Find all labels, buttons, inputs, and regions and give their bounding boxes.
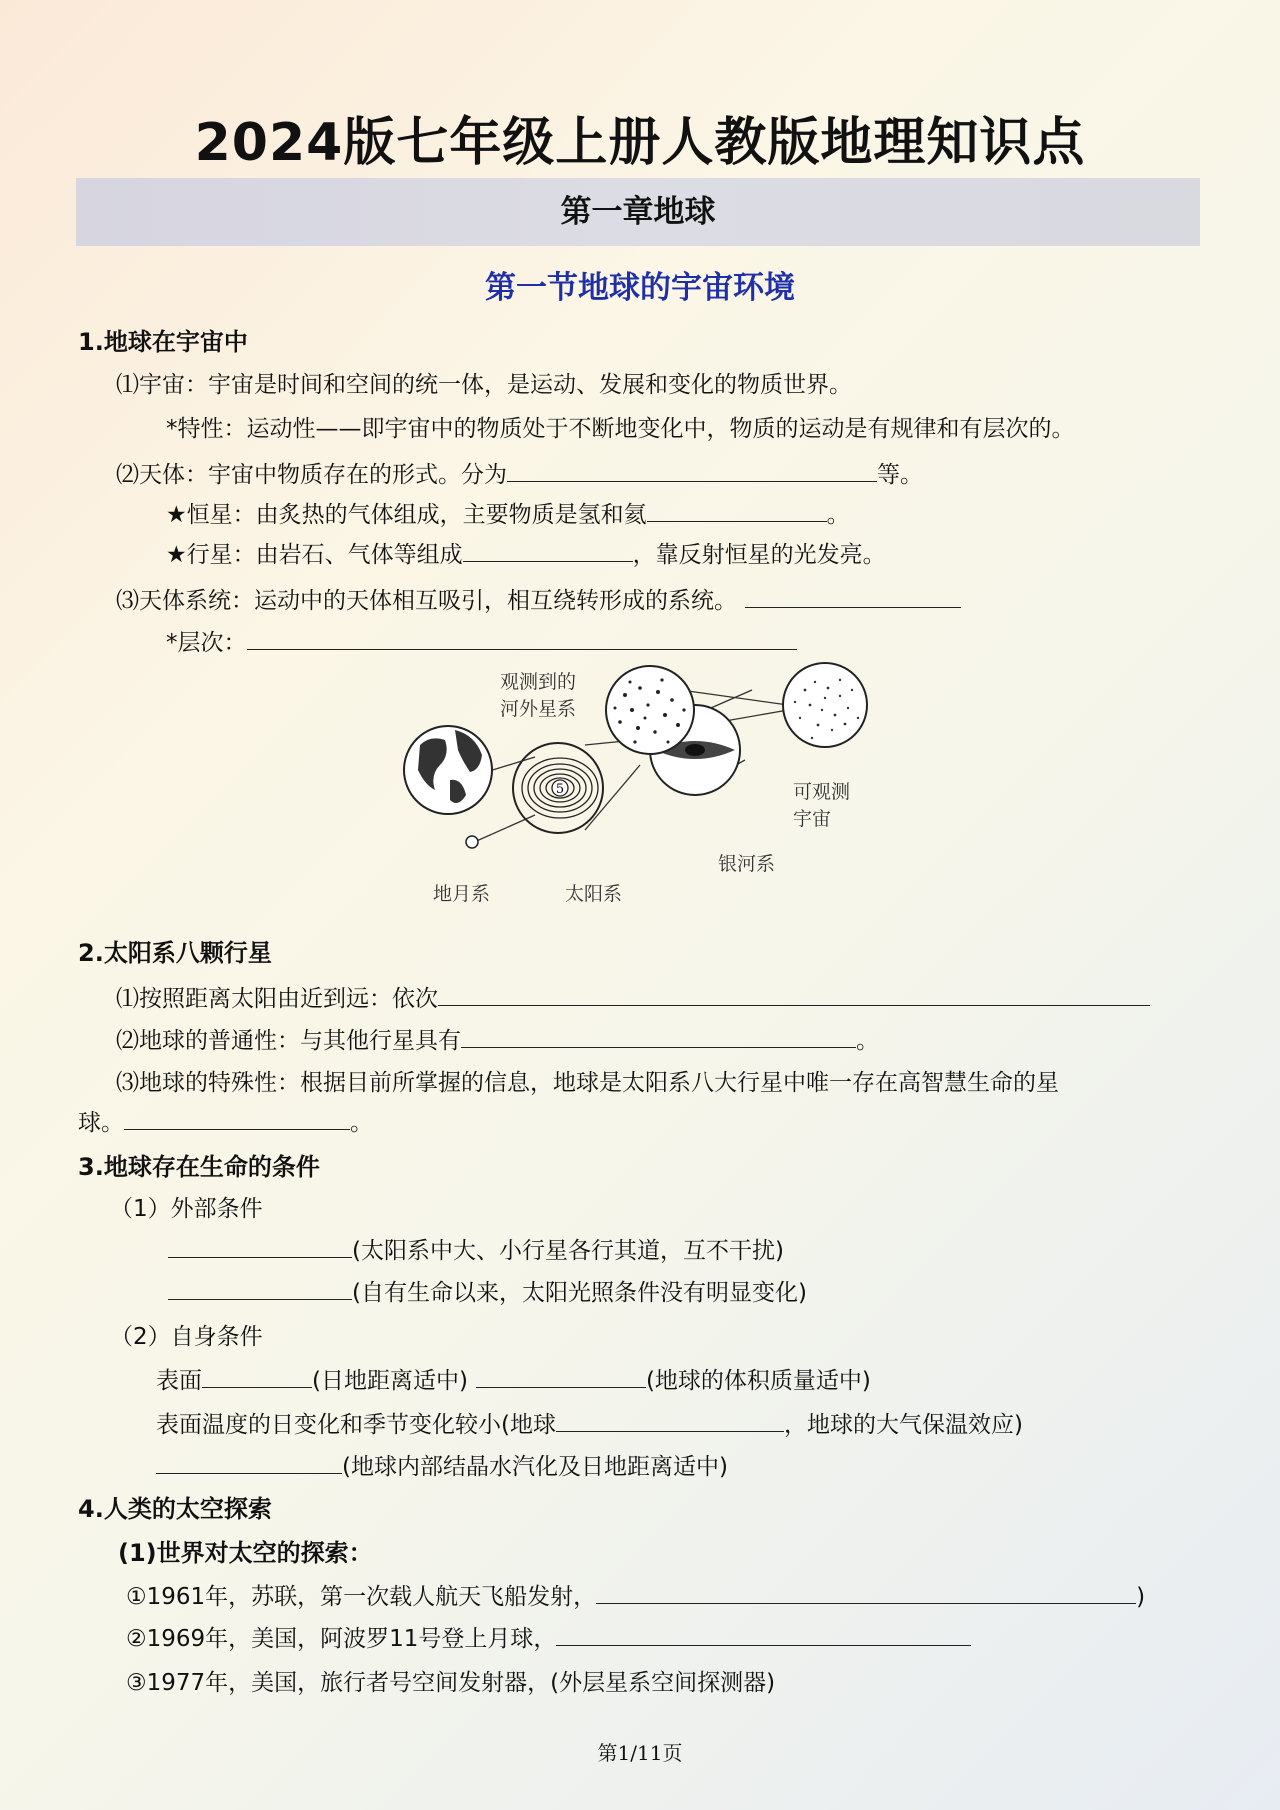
- s3-self-2b: ，地球的大气保温效应): [783, 1412, 1023, 1438]
- fill-blank[interactable]: [647, 499, 827, 522]
- s2-heading: 2.太阳系八颗行星: [78, 939, 272, 967]
- s1-line-universe: ⑴宇宙：宇宙是时间和空间的统一体，是运动、发展和变化的物质世界。: [116, 372, 852, 398]
- s4-item-2: [126, 1622, 971, 1656]
- s4-item-3: ③1977年，美国，旅行者号空间发射器，(外层星系空间探测器): [126, 1670, 776, 1696]
- section-heading: 第一节地球的宇宙环境: [485, 270, 795, 306]
- s2-line-special: ⑶地球的特殊性：根据目前所掌握的信息，地球是太阳系八大行星中唯一存在高智慧生命的星: [116, 1070, 1059, 1096]
- fill-blank[interactable]: [556, 1623, 971, 1646]
- page-number: 第1/11页: [597, 1741, 683, 1765]
- s1-planet-text: ★行星：由岩石、气体等组成: [166, 542, 463, 568]
- s3-self-3: [156, 1450, 728, 1484]
- fill-blank[interactable]: [463, 539, 633, 562]
- s1-line-planet: [166, 538, 886, 572]
- fill-blank[interactable]: [247, 627, 797, 650]
- galaxies-icon: [606, 666, 694, 754]
- s1-line-property: *特性：运动性——即宇宙中的物质处于不断地变化中，物质的运动是有规律和有层次的。: [166, 416, 1075, 442]
- s3-heading: 3.地球存在生命的条件: [78, 1153, 320, 1181]
- s3-self-2: [156, 1408, 1023, 1442]
- document-title: 2024版七年级上册人教版地理知识点: [194, 113, 1086, 173]
- label-universe-1: 可观测: [793, 781, 851, 803]
- s1-levels-text: *层次：: [166, 630, 247, 656]
- s1-heading: 1.地球在宇宙中: [78, 328, 248, 356]
- celestial-systems-diagram: [400, 660, 900, 920]
- s1-line-celestial: [116, 458, 923, 492]
- s2-special-text: 球。: [78, 1110, 124, 1136]
- s4-item-1-text: ①1961年，苏联，第一次载人航天飞船发射，: [126, 1584, 597, 1610]
- s4-item-2-text: ②1969年，美国，阿波罗11号登上月球，: [126, 1626, 557, 1652]
- s4-heading: 4.人类的太空探索: [78, 1495, 272, 1523]
- fill-blank[interactable]: [596, 1581, 1136, 1604]
- s1-line-levels: [166, 626, 797, 660]
- observable-universe-icon: [783, 663, 867, 747]
- fill-blank[interactable]: [556, 1409, 784, 1432]
- s1-planet-end: ，靠反射恒星的光发亮。: [632, 542, 886, 568]
- s2-line-common: [116, 1024, 879, 1058]
- sun-number: 5: [555, 782, 565, 797]
- s3-self-1: [156, 1364, 871, 1398]
- label-milky-way: 银河系: [718, 853, 776, 875]
- s1-star-text: ★恒星：由炙热的气体组成，主要物质是氢和氦: [166, 502, 647, 528]
- label-galaxies-2: 河外星系: [500, 698, 577, 720]
- s2-common-end: 。: [856, 1028, 879, 1054]
- s2-line-order: [116, 982, 1150, 1016]
- s4-item-1: [126, 1580, 1145, 1614]
- fill-blank[interactable]: [168, 1235, 352, 1258]
- label-solar-system: 太阳系: [565, 883, 623, 905]
- s3-external-1-text: (太阳系中大、小行星各行其道，互不干扰): [352, 1238, 784, 1264]
- s4-subheading: (1)世界对太空的探索：: [118, 1539, 373, 1567]
- s1-system-text: ⑶天体系统：运动中的天体相互吸引，相互绕转形成的系统。: [116, 588, 737, 614]
- fill-blank[interactable]: [124, 1107, 350, 1130]
- s3-self-1b: (日地距离适中): [312, 1368, 468, 1394]
- s1-line-star: [166, 498, 850, 532]
- s3-self-heading: （2）自身条件: [110, 1324, 263, 1350]
- s1-celestial-end: 等。: [877, 462, 923, 488]
- s3-self-1c: (地球的体积质量适中): [645, 1368, 871, 1394]
- s3-self-2a: 表面温度的日变化和季节变化较小(地球: [156, 1412, 556, 1438]
- s2-common-text: ⑵地球的普通性：与其他行星具有: [116, 1028, 461, 1054]
- s2-line-special-cont: [78, 1106, 373, 1140]
- s3-external-heading: （1）外部条件: [110, 1196, 263, 1222]
- s2-special-end: 。: [350, 1110, 373, 1136]
- s1-line-system: [116, 584, 961, 618]
- s3-external-2: [168, 1276, 807, 1310]
- fill-blank[interactable]: [507, 459, 877, 482]
- s1-star-end: 。: [826, 502, 850, 528]
- earth-globe-icon: [404, 726, 492, 848]
- s3-external-1: [168, 1234, 784, 1268]
- fill-blank[interactable]: [438, 983, 1150, 1006]
- fill-blank[interactable]: [461, 1025, 856, 1048]
- chapter-heading: 第一章地球: [76, 178, 1200, 246]
- s3-external-2-text: (自有生命以来，太阳光照条件没有明显变化): [352, 1280, 807, 1306]
- fill-blank[interactable]: [476, 1365, 646, 1388]
- fill-blank[interactable]: [168, 1277, 352, 1300]
- fill-blank[interactable]: [202, 1365, 312, 1388]
- label-galaxies-1: 观测到的: [500, 671, 577, 693]
- s2-order-text: ⑴按照距离太阳由近到远：依次: [116, 986, 438, 1012]
- fill-blank[interactable]: [156, 1451, 342, 1474]
- fill-blank[interactable]: [745, 585, 961, 608]
- s3-self-1a: 表面: [156, 1368, 202, 1394]
- s1-celestial-text: ⑵天体：宇宙中物质存在的形式。分为: [116, 462, 507, 488]
- s4-item-1-end: ): [1136, 1584, 1146, 1610]
- s3-self-3-text: (地球内部结晶水汽化及日地距离适中): [342, 1454, 728, 1480]
- label-earth-moon: 地月系: [433, 883, 491, 905]
- label-universe-2: 宇宙: [793, 808, 832, 830]
